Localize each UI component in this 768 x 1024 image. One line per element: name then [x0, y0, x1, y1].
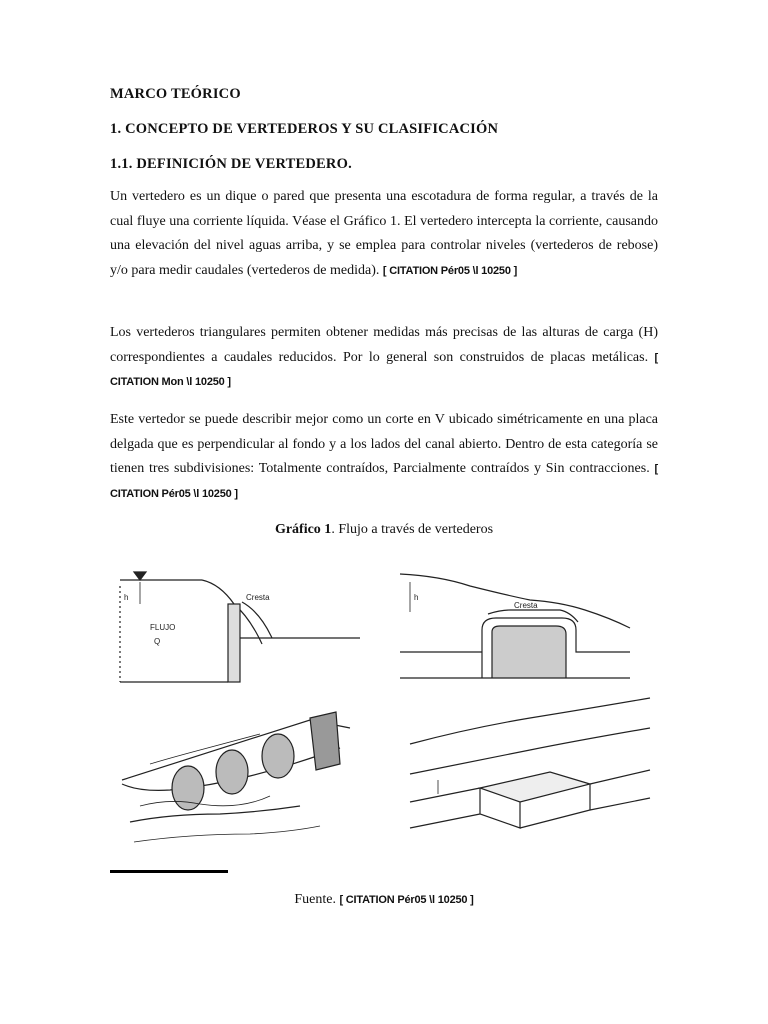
figure-weirs: [110, 552, 658, 870]
label-h-1: h: [124, 593, 129, 602]
paragraph-3: [110, 408, 658, 506]
paragraph-2: [110, 321, 658, 395]
citation-2: [ CITATION Mon \l 10250 ]: [110, 351, 658, 388]
label-flujo: FLUJO: [150, 623, 176, 632]
figure-caption-text: . Flujo a través de vertederos: [331, 522, 494, 537]
label-h-2: h: [414, 593, 419, 602]
figure-caption: [110, 522, 658, 538]
paragraph-1-text: Un vertedero es un dique o pared que presenta una escotadura de forma regular, a través de la cual fluye una corriente líquida. Véase el Gráfico 1. El vertedero intercepta la corriente, causando una elevación del nivel aguas arriba, y se emplea para controlar niveles (vertederos de rebose) y/o para medir caudales (vertederos de medida).: [110, 189, 658, 278]
heading-marco-teorico: MARCO TEÓRICO: [110, 86, 241, 102]
label-q: Q: [154, 637, 161, 646]
citation-3: [ CITATION Pér05 \l 10250 ]: [110, 463, 658, 500]
footnote-separator: [110, 870, 228, 873]
paragraph-2-text: Los vertederos triangulares permiten obtener medidas más precisas de las alturas de carga (H) correspondientes a caudales reducidos. Por lo general son construidos de placas metálicas.: [110, 325, 658, 365]
label-cresta-2: Cresta: [514, 601, 538, 610]
figure-source: [110, 892, 658, 908]
figure-caption-label: Gráfico 1: [274, 522, 332, 537]
figure-weirs-drawing: [110, 552, 658, 870]
broad-crested-weir-diagram: [400, 574, 630, 678]
label-cresta-1: Cresta: [246, 593, 270, 602]
labyrinth-weir-sketch: [122, 712, 350, 842]
paragraph-1: [110, 185, 658, 283]
heading-definicion: 1.1. DEFINICIÓN DE VERTEDERO.: [110, 156, 352, 172]
paragraph-3-text: Este vertedor se puede describir mejor como un corte en V ubicado simétricamente en una placa delgada que es perpendicular al fondo y a los lados del canal abierto. Dentro de esta categoría se tienen tres subdivisiones: Totalmente contraídos, Parcialmente contraídos y Sin contracciones.: [110, 412, 658, 476]
citation-1: [ CITATION Pér05 \l 10250 ]: [382, 264, 518, 277]
source-label: Fuente.: [294, 892, 336, 907]
heading-concepto: 1. CONCEPTO DE VERTEDEROS Y SU CLASIFICACIÓN: [110, 121, 499, 137]
channel-weir-sketch: [410, 698, 650, 828]
source-citation: [ CITATION Pér05 \l 10250 ]: [339, 894, 474, 906]
